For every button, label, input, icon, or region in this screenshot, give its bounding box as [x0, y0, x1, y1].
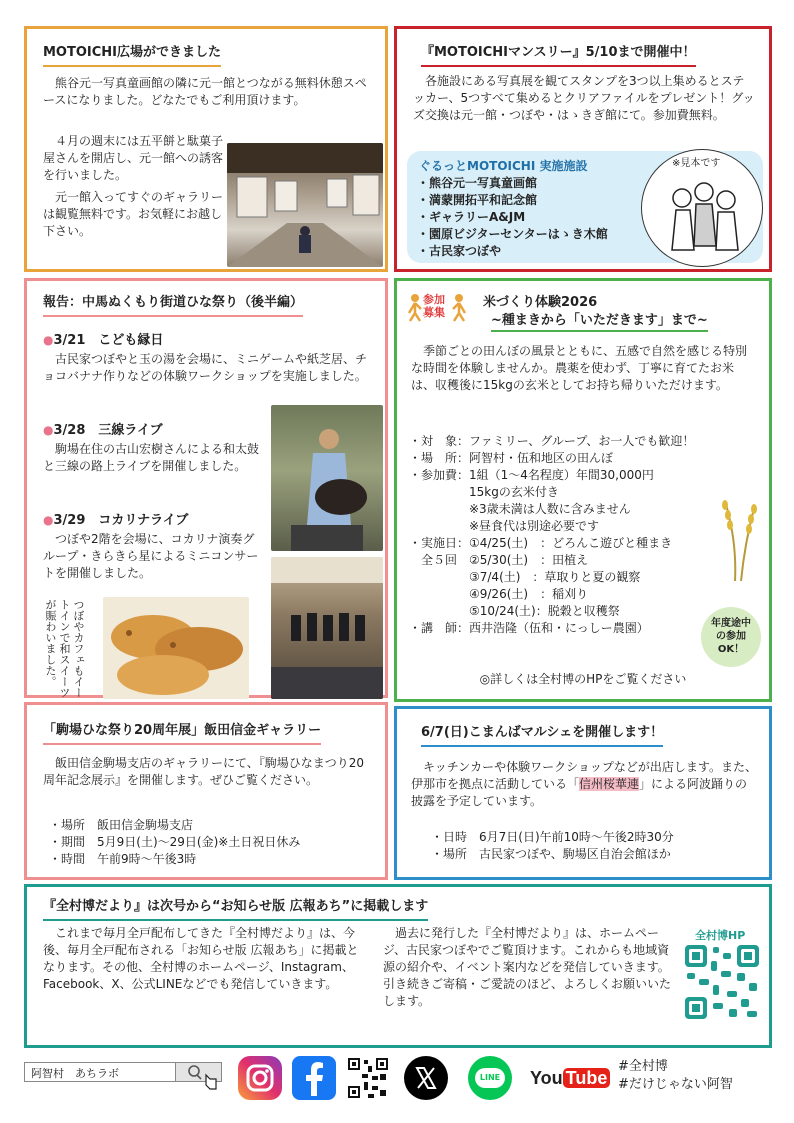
- anniversary-section: [24, 702, 388, 880]
- detail-line: ④9/26(土) ：稲刈り: [409, 587, 589, 601]
- footer-bar: [24, 1052, 772, 1112]
- detail-line: ※昼食代は別途必要です: [409, 519, 600, 533]
- midway-ok-badge: 年度途中 の参加 OK！: [701, 607, 761, 667]
- detail-line: ・日時 6月7日(日)午前10時～午後2時30分: [431, 830, 674, 844]
- motoichi-section: [24, 26, 388, 272]
- facilities-title: ぐるっとMOTOICHI 実施施設: [419, 159, 588, 173]
- rice-intro: 季節ごとの田んぼの風景とともに、五感で自然を感じる特別な時間を体験しませんか。農薬を使わず、丁寧に育てたお米は、収穫後に15kgの玄米としてお持ち帰りいただけます。: [411, 344, 748, 392]
- detail-line: 15kgの玄米付き: [409, 485, 559, 499]
- monthly-section: [394, 26, 772, 272]
- rice-title-2: ~種まきから「いただきます」まで~: [491, 309, 708, 332]
- event-title: 3/29 コカリナライブ: [53, 513, 189, 528]
- section-title: 『MOTOICHIマンスリー』5/10まで開催中！: [421, 44, 696, 67]
- qr-code-icon[interactable]: [346, 1056, 390, 1100]
- motoichi-paragraph-2: ４月の週末には五平餅と駄菓子屋さんを開店し、元一館への誘客を行いました。: [43, 134, 224, 182]
- detail-line: ・場 所：阿智村・伍和地区の田んぼ: [409, 451, 614, 465]
- search-box[interactable]: [24, 1062, 222, 1082]
- event-title: 3/21 こども縁日: [53, 333, 164, 348]
- instagram-icon[interactable]: [238, 1056, 282, 1100]
- detail-line: ・講 師：西井浩隆（伍和・にっしー農園）: [409, 621, 649, 635]
- detail-line: ・場所 古民家つぼや、駒場区自治会館ほか: [431, 847, 671, 861]
- rice-footer: ◎詳しくは全村博のHPをご覧ください: [479, 672, 687, 686]
- section-title: 『全村博だより』は次号から“お知らせ版 広報あち”に掲載します: [43, 898, 428, 921]
- vertical-caption: つぼやカフェもイートインで和スイーツが賑わいました。: [44, 599, 85, 698]
- sanshin-live-photo: [271, 405, 383, 551]
- facility-item: ・ギャラリーA&JM: [417, 210, 526, 224]
- newsletter-right: 過去に発行した『全村博だより』は、ホームページ、古民家つぼやでご覧頂けます。これからも地域資源の紹介や、イベント案内などを発信していきます。引き続きご寄稿・ご愛読のほど、よろしくお願いいたします。: [383, 926, 672, 1008]
- facility-item: ・熊谷元一写真童画館: [417, 176, 538, 190]
- taiyaki-photo: [103, 597, 249, 699]
- detail-line: ・時間 午前9時～午後3時: [49, 852, 197, 866]
- search-icon: [176, 1063, 222, 1093]
- event-body: つぼや2階を会場に、コカリナ演奏グループ・きらきら星によるミニコンサートを開催しました。: [43, 532, 259, 580]
- detail-line: 全５回 ②5/30(土) ：田植え: [409, 553, 589, 567]
- newsletter-left: これまで毎月全戸配布してきた『全村博だより』は、今後、毎月全戸配布される「お知らせ版 広報あち」に掲載となります。その他、全村博のホームページ、Instagram、Facebook、X、公式LINEなどでも発信していきます。: [43, 926, 359, 991]
- section-title: 6/7(日)こまんばマルシェを開催します！: [421, 724, 663, 747]
- recruit-badge: [405, 291, 471, 325]
- facility-item: ・満蒙開拓平和記念館: [417, 193, 538, 207]
- facility-item: ・古民家つぼや: [417, 244, 502, 258]
- motoichi-paragraph-3: 元一館入ってすぐのギャラリーは観覧無料です。お気軽にお越し下さい。: [43, 190, 224, 238]
- detail-line: ・参加費：1組（1～4名程度）年間30,000円: [409, 468, 654, 482]
- detail-line: ・対 象：ファミリー、グループ、お一人でも歓迎！: [409, 434, 695, 448]
- hashtags: [618, 1058, 733, 1094]
- marche-body: キッチンカーや体験ワークショップなどが出店します。また、伊那市を拠点に活動している「信州桜華連」による阿波踊りの披露を予定しています。: [411, 760, 757, 808]
- qr-label: 全村博HP: [695, 929, 746, 942]
- person-icon: [407, 293, 423, 323]
- motoichi-paragraph-1: 熊谷元一写真童画館の隣に元一館とつながる無料休憩スペースになりました。どなたでもご利用頂けます。: [43, 76, 367, 107]
- detail-line: ⑤10/24(土)：脱穀と収穫祭: [409, 604, 620, 618]
- rice-plant-icon: [715, 491, 765, 581]
- event-body: 古民家つぼやと玉の湯を会場に、ミニゲームや紙芝居、チョコバナナ作りなどの体験ワークショップを実施しました。: [43, 352, 368, 383]
- hashtag[interactable]: #だけじゃない阿智: [618, 1077, 733, 1092]
- line-bubble: LINE: [475, 1068, 505, 1088]
- section-title: MOTOICHI広場ができました: [43, 44, 221, 67]
- youtube-icon[interactable]: You Tube: [530, 1066, 610, 1090]
- hashtag[interactable]: #全村博: [618, 1059, 668, 1074]
- event-heading: ●3/29 コカリナライブ: [43, 513, 189, 528]
- event-title: 3/28 三線ライブ: [53, 423, 163, 438]
- search-input[interactable]: 阿智村 あちラボ: [31, 1067, 119, 1080]
- sample-label: ※見本です: [672, 158, 721, 169]
- detail-line: ・実施日：①4/25(土) ：どろんこ遊びと種まき: [409, 536, 673, 550]
- detail-line: ・期間 5月9日(土)～29日(金)※土日祝日休み: [49, 835, 301, 849]
- sample-sticker: [641, 149, 763, 267]
- badge-text: 参加 募集: [423, 293, 445, 319]
- section-title: 「駒場ひな祭り20周年展」飯田信金ギャラリー: [43, 722, 321, 745]
- gallery-photo: [227, 143, 383, 267]
- detail-line: ※3歳未満は人数に含みません: [409, 502, 631, 516]
- section-title: 報告：中馬ぬくもり街道ひな祭り（後半編）: [43, 294, 303, 317]
- facebook-icon[interactable]: [292, 1056, 336, 1100]
- homepage-qr-code[interactable]: [683, 943, 761, 1021]
- search-button[interactable]: [175, 1063, 221, 1081]
- event-heading: ●3/28 三線ライブ: [43, 423, 163, 438]
- anniversary-details: [49, 817, 300, 868]
- x-icon[interactable]: [404, 1056, 448, 1100]
- person-icon: [451, 293, 467, 323]
- monthly-body: 各施設にある写真展を観てスタンプを3つ以上集めるとステッカー、5つすべて集めるとクリアファイルをプレゼント！グッズ交換は元一館・つぼや・はゝきぎ館にて。参加費無料。: [413, 74, 755, 122]
- newsletter-section: [24, 884, 772, 1048]
- hina-report-section: [24, 278, 388, 698]
- rice-experience-section: [394, 278, 772, 702]
- facility-item: ・園原ビジターセンターはゝき木館: [417, 227, 608, 241]
- marche-section: [394, 706, 772, 880]
- event-body: 駒場在住の古山宏樹さんによる和太鼓と三線の路上ライブを開催しました。: [43, 442, 260, 473]
- rice-title-1: 米づくり体験2026: [483, 295, 598, 310]
- kokarina-live-photo: [271, 557, 383, 699]
- anniversary-body: 飯田信金駒場支店のギャラリーにて、『駒場ひなまつり20周年記念展示』を開催します。ぜひご覧ください。: [43, 756, 365, 787]
- rice-details: [409, 433, 694, 637]
- detail-line: ③7/4(土) ：草取りと夏の観察: [409, 570, 641, 584]
- event-heading: ●3/21 こども縁日: [43, 333, 164, 348]
- marche-details: [431, 829, 674, 863]
- highlight-text: 信州桜華連: [579, 777, 640, 791]
- detail-line: ・場所 飯田信金駒場支店: [49, 818, 194, 832]
- line-icon[interactable]: [468, 1056, 512, 1100]
